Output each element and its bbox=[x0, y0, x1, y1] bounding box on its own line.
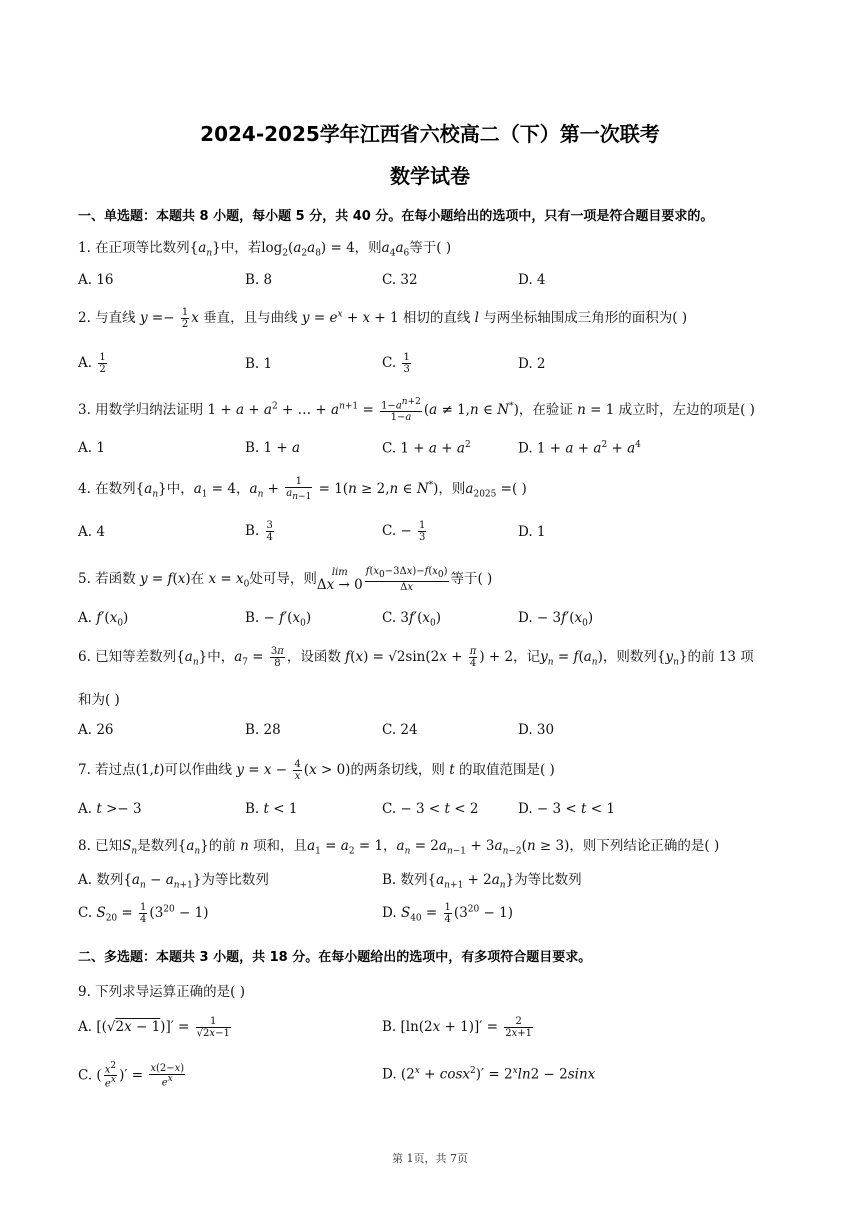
q4-option-a: A. 4 bbox=[78, 524, 105, 540]
question-7: 7. 若过点(1,t)可以作曲线 y = x − $\frac{4}{x}$ (x > 0)的两条切线，则 t 的取值范围是( ) bbox=[78, 759, 555, 782]
q4-option-d: D. 1 bbox=[518, 524, 546, 540]
q5-option-c: C. $3f'(x_0)$ bbox=[382, 610, 442, 629]
question-6: 6. 已知等差数列$\{a_n\}$中，$a_7$ = $\frac{3\pi}{8}$ ，设函数 f(x) = √2sin(2x + $\frac{\pi}{4}$ ) + 2，记$y_n = f(a_n)$，则数列$\{y_n\}$的前 13 项 bbox=[78, 646, 754, 669]
question-8: 8. 已知$S_n$是数列$\{a_n\}$的前 n 项和，且$a_1 = a_2 = 1$，$a_n = 2a_{n-1} + 3a_{n-2}(n \ge 3)$，则下列结论正确的是( ) bbox=[78, 838, 720, 857]
section-single-choice: 一、单选题：本题共 8 小题，每小题 5 分，共 40 分。在每小题给出的选项中，只有一项是符合题目要求的。 bbox=[78, 209, 714, 224]
q3-option-a: A. 1 bbox=[78, 440, 105, 456]
question-1: 1. 在正项等比数列$\{a_n\}$中，若$\log_2(a_2a_8) = 4$，则$a_4a_6$等于( ) bbox=[78, 240, 452, 259]
q9-option-a: A. [(√2x − 1)]′ = $\frac{1}{√2x-1}$ bbox=[78, 1016, 230, 1039]
q1-option-a: A. 16 bbox=[78, 272, 114, 288]
q1-option-c: C. 32 bbox=[382, 272, 418, 288]
q3-option-b: B. 1 + a bbox=[245, 440, 301, 456]
q5-option-b: B. − $f'(x_0)$ bbox=[245, 610, 312, 629]
q4-option-b: B. $\frac{3}{4}$ bbox=[245, 520, 273, 543]
q7-option-b: B. t < 1 bbox=[245, 801, 298, 817]
q6-option-b: B. 28 bbox=[245, 722, 281, 738]
q8-option-d: D. $S_{40}$ = $\frac{1}{4}$ $(3^{20} - 1)$ bbox=[382, 902, 513, 925]
q8-option-c: C. $S_{20}$ = $\frac{1}{4}$ $(3^{20} - 1)$ bbox=[78, 902, 209, 925]
question-4: 4. 在数列$\{a_n\}$中，$a_1 = 4$，$a_n$ + $\frac{1}{a_{n-1}}$ = 1(n ≥ 2,n ∈ N*)，则$a_{2025}$ =( ) bbox=[78, 476, 527, 502]
q5-option-d: D. − $3f'(x_0)$ bbox=[518, 610, 594, 629]
question-9: 9. 下列求导运算正确的是( ) bbox=[78, 984, 245, 1000]
question-2: 2. 与直线 y =− $\frac{1}{2}$ x 垂直，且与曲线 $y = e^x + x + 1$ 相切的直线 l 与两坐标轴围成三角形的面积为( ) bbox=[78, 307, 688, 330]
q7-option-d: D. − 3 < t < 1 bbox=[518, 801, 615, 817]
exam-title: 2024-2025学年江西省六校高二（下）第一次联考 bbox=[200, 122, 660, 146]
question-6-continued: 和为( ) bbox=[78, 692, 120, 708]
q7-option-a: A. t >− 3 bbox=[78, 801, 142, 817]
q2-option-c: C. $\frac{1}{3}$ bbox=[382, 352, 410, 375]
q8-option-b: B. 数列$\{a_{n+1} + 2a_n\}$为等比数列 bbox=[382, 872, 582, 891]
q6-option-c: C. 24 bbox=[382, 722, 418, 738]
q2-option-a: A. $\frac{1}{2}$ bbox=[78, 352, 106, 375]
q9-option-c: C. ( $\frac{x^2}{e^x}$ )′ = $\frac{x(2-x)}{e^x}$ bbox=[78, 1061, 185, 1090]
question-3: 3. 用数学归纳法证明 $1 + a + a^2$ + … + $a^{n+1}$ = $\frac{1-a^{n+2}}{1-a}$ (a ≠ 1,n ∈ N*)，在验证 n = 1 成立时，左边的项是( ) bbox=[78, 397, 755, 424]
q7-option-c: C. − 3 < t < 2 bbox=[382, 801, 479, 817]
q3-option-d: D. $1 + a + a^2 + a^4$ bbox=[518, 440, 641, 457]
q2-option-b: B. 1 bbox=[245, 356, 273, 372]
q3-option-c: C. $1 + a + a^2$ bbox=[382, 440, 471, 457]
exam-subtitle: 数学试卷 bbox=[390, 164, 470, 188]
question-5: 5. 若函数 y = f(x)在 $x = x_0$处可导，则 lim Δx → 0 $\frac{f(x_0-3\Delta x)-f(x_0)}{\Delta x}$ 等于( ) bbox=[78, 566, 493, 593]
q6-option-d: D. 30 bbox=[518, 722, 555, 738]
q2-option-d: D. 2 bbox=[518, 356, 546, 372]
section-multi-choice: 二、多选题：本题共 3 小题，共 18 分。在每小题给出的选项中，有多项符合题目要求。 bbox=[78, 950, 592, 965]
q6-option-a: A. 26 bbox=[78, 722, 114, 738]
q9-option-d: D. $(2^x + \cos x^2)' = 2^x\ln 2 - 2\sin x$ bbox=[382, 1066, 596, 1083]
q4-option-c: C. − $\frac{1}{3}$ bbox=[382, 520, 426, 543]
page-footer: 第 1页，共 7页 bbox=[392, 1152, 468, 1165]
q5-option-a: A. $f'(x_0)$ bbox=[78, 610, 129, 629]
q9-option-b: B. [ln(2x + 1)]′ = $\frac{2}{2x+1}$ bbox=[382, 1016, 533, 1039]
q1-option-d: D. 4 bbox=[518, 272, 546, 288]
q8-option-a: A. 数列$\{a_n - a_{n+1}\}$为等比数列 bbox=[78, 872, 269, 891]
q1-option-b: B. 8 bbox=[245, 272, 273, 288]
